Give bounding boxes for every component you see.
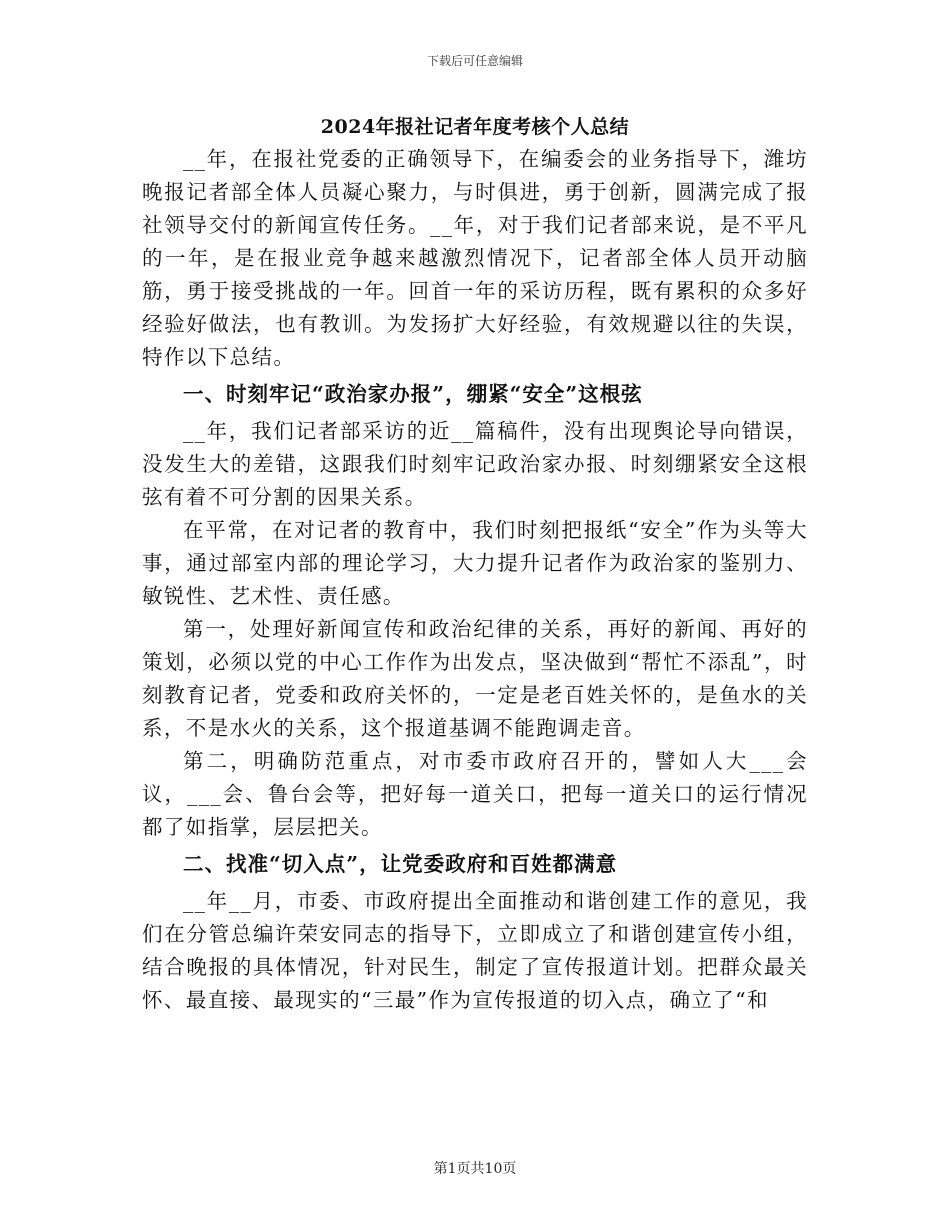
- document-body: [142, 112, 808, 1017]
- intro-paragraph: __年，在报社党委的正确领导下，在编委会的业务指导下，潍坊晚报记者部全体人员凝心聚力，与时俱进，勇于创新，圆满完成了报社领导交付的新闻宣传任务。__年，对于我们记者部来说，是不平凡的一年，是在报业竞争越来越激烈情况下，记者部全体人员开动脑筋，勇于接受挑战的一年。回首一年的采访历程，既有累积的众多好经验好做法，也有教训。为发扬扩大好经验，有效规避以往的失误，特作以下总结。: [142, 147, 808, 369]
- section-2-paragraph-1: __年__月，市委、市政府提出全面推动和谐创建工作的意见，我们在分管总编许荣安同志的指导下，立即成立了和谐创建宣传小组，结合晚报的具体情况，针对民生，制定了宣传报道计划。把群众最关怀、最直接、最现实的“三最”作为宣传报道的切入点，确立了“和: [142, 889, 808, 1012]
- page-number-footer: 第1页共10页: [433, 1161, 517, 1177]
- section-1-paragraph-3: 第一，处理好新闻宣传和政治纪律的关系，再好的新闻、再好的策划，必须以党的中心工作作为出发点，坚决做到“帮忙不添乱”，时刻教育记者，党委和政府关怀的，一定是老百姓关怀的，是鱼水的关系，不是水火的关系，这个报道基调不能跑调走音。: [142, 617, 808, 740]
- section-1-paragraph-1: __年，我们记者部采访的近__篇稿件，没有出现舆论导向错误，没发生大的差错，这跟我们时刻牢记政治家办报、时刻绷紧安全这根弦有着不可分割的因果关系。: [142, 419, 808, 509]
- document-title: 2024年报社记者年度考核个人总结: [320, 116, 630, 138]
- section-2-heading: 二、找准“切入点”，让党委政府和百姓都满意: [183, 852, 618, 876]
- section-1-paragraph-4: 第二，明确防范重点，对市委市政府召开的，譬如人大___会议，___会、鲁台会等，把好每一道关口，把每一道关口的运行情况都了如指掌，层层把关。: [142, 749, 808, 839]
- section-1-paragraph-2: 在平常，在对记者的教育中，我们时刻把报纸“安全”作为头等大事，通过部室内部的理论学习，大力提升记者作为政治家的鉴别力、敏锐性、艺术性、责任感。: [142, 518, 808, 608]
- page-header-note: 下载后可任意编辑: [426, 54, 523, 68]
- section-1-heading: 一、时刻牢记“政治家办报”，绷紧“安全”这根弦: [183, 382, 643, 406]
